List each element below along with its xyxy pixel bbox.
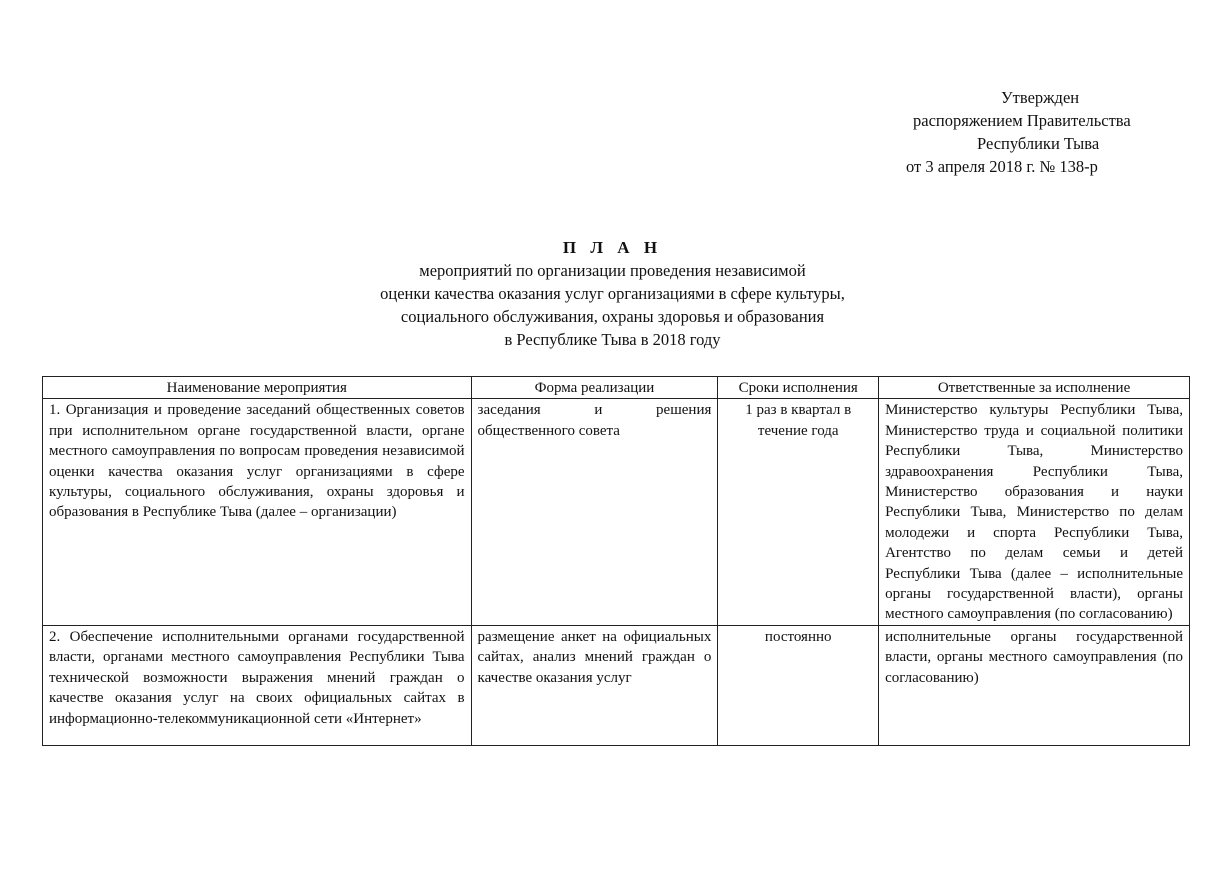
cell-form: размещение анкет на официальных сайтах, анализ мнений граждан о качестве оказания услуг — [471, 625, 718, 745]
plan-heading: П Л А Н — [562, 238, 663, 257]
approval-line-4: от 3 апреля 2018 г. № 138-р — [906, 157, 1098, 176]
table-header-row — [43, 377, 1190, 399]
header-deadline: Сроки исполнения — [718, 377, 879, 399]
approval-line-2: распоряжением Правительства — [913, 111, 1131, 130]
title-line-4: в Республике Тыва в 2018 году — [504, 330, 721, 349]
cell-name: 2. Обеспечение исполнительными органами государственной власти, органами местного самоуправления Республики Тыва технической возможности выражения мнений граждан о качестве оказания услуг на своих официальных сайтах в информационно-телекоммуникационной сети «Интернет» — [43, 625, 472, 745]
cell-name: 1. Организация и проведение заседаний общественных советов при исполнительном органе государственной власти, органе местного самоуправления по вопросам проведения независимой оценки качества оказания услуг организациями в сфере культуры, социального обслуживания, охраны здоровья и образования в Республике Тыва (далее – организации) — [43, 399, 472, 625]
cell-form: заседания и решения общественного совета — [471, 399, 718, 625]
approval-stamp — [880, 86, 1200, 178]
cell-deadline: 1 раз в квартал в течение года — [718, 399, 879, 625]
document-title — [250, 236, 975, 351]
table-row — [43, 399, 1190, 625]
title-line-1: мероприятий по организации проведения независимой — [419, 261, 806, 280]
title-line-3: социального обслуживания, охраны здоровья и образования — [400, 307, 825, 326]
header-responsible: Ответственные за исполнение — [879, 377, 1190, 399]
header-form: Форма реализации — [471, 377, 718, 399]
header-name: Наименование мероприятия — [43, 377, 472, 399]
title-line-2: оценки качества оказания услуг организациями в сфере культуры, — [380, 284, 845, 303]
cell-responsible: Министерство культуры Республики Тыва, Министерство труда и социальной политики Республики Тыва, Министерство здравоохранения Республики Тыва, Министерство образования и науки Республики Тыва, Министерство по делам молодежи и спорта Республики Тыва, Агентство по делам семьи и детей Республики Тыва (далее – исполнительные органы государственной власти), органы местного самоуправления (по согласованию) — [879, 399, 1190, 625]
plan-table — [42, 376, 1190, 746]
cell-deadline: постоянно — [718, 625, 879, 745]
cell-responsible: исполнительные органы государственной власти, органы местного самоуправления (по согласованию) — [879, 625, 1190, 745]
approval-line-1: Утвержден — [1001, 88, 1080, 107]
table-row — [43, 625, 1190, 745]
approval-line-3: Республики Тыва — [977, 134, 1100, 153]
